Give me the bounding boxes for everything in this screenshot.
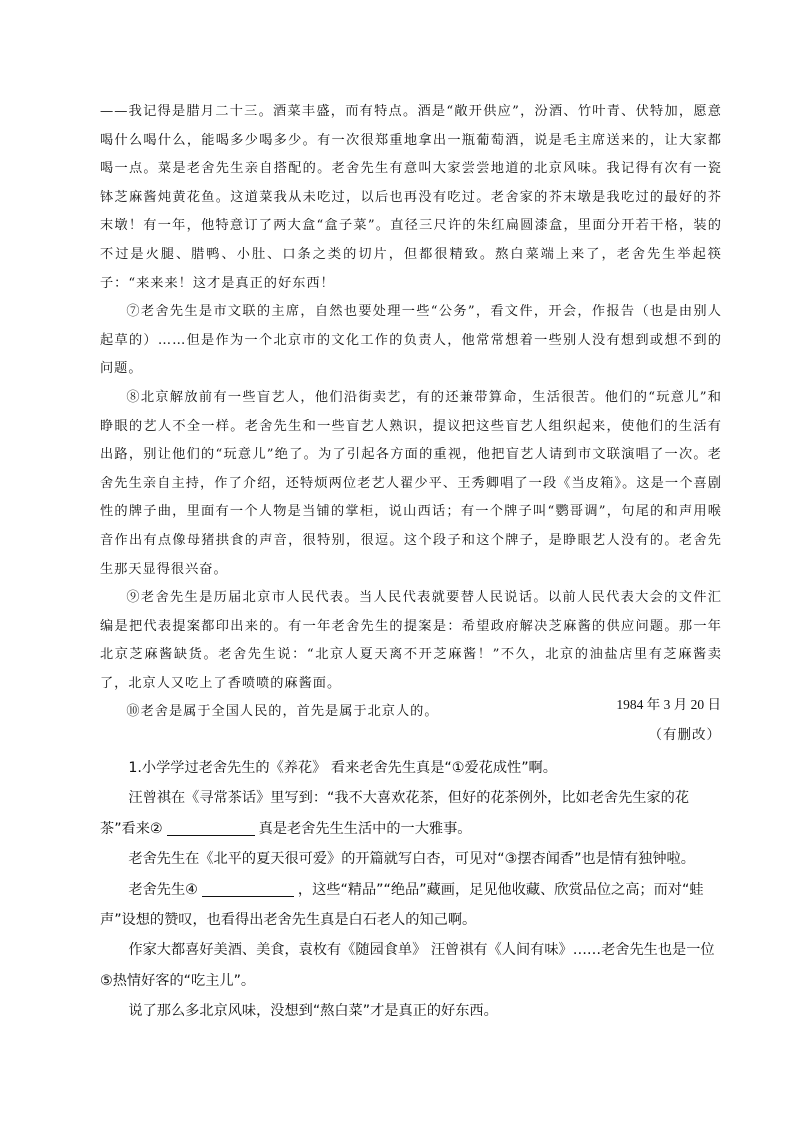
question-4 bbox=[100, 875, 722, 936]
question-2-text-b: 真是老舍先生生活中的一大雅事。 bbox=[258, 820, 472, 837]
question-6: 说了那么多北京风味，没想到“熬白菜”才是真正的好东西。 bbox=[128, 1003, 498, 1020]
revision-note: （有删改） bbox=[648, 727, 721, 742]
question-2-mark: ② bbox=[149, 820, 163, 837]
question-2 bbox=[100, 783, 722, 844]
answer-blank-4[interactable] bbox=[202, 880, 294, 897]
article-date: 1984 年 3 月 20 日 bbox=[616, 697, 721, 712]
question-3: 老舍先生在《北平的夏天很可爱》的开篇就写白杏，可见对“③摆杏闻香”也是情有独钟啦。 bbox=[128, 851, 695, 868]
paragraph-9: ⑨老舍先生是历届北京市人民代表。当人民代表就要替人民说话。以前人民代表大会的文件汇编是把代表提案都印出来的。有一年老舍先生的提案是：希望政府解决芝麻酱的供应问题。那一年北京芝麻酱缺货。老舍先生说：“北京人夏天离不开芝麻酱！”不久，北京的油盐店里有芝麻酱卖了，北京人又吃上了香喷喷的麻酱面。 bbox=[100, 590, 722, 691]
question-4-text-a: 老舍先生④ bbox=[128, 881, 198, 898]
passage bbox=[100, 98, 722, 727]
question-section bbox=[100, 753, 722, 1027]
paragraph-banquet: ——我记得是腊月二十三。酒菜丰盛，而有特点。酒是“敞开供应”，汾酒、竹叶青、伏特加，愿意喝什么喝什么，能喝多少喝多少。有一次很郑重地拿出一瓶葡萄酒，说是毛主席送来的，让大家都喝一点。菜是老舍先生亲自搭配的。老舍先生有意叫大家尝尝地道的北京风味。我记得有次有一瓷钵芝麻酱炖黄花鱼。这道菜我从未吃过，以后也再没有吃过。老舍家的芥末墩是我吃过的最好的芥末墩！有一年，他特意订了两大盒“盒子菜”。直径三尺许的朱红扁圆漆盒，里面分开若干格，装的不过是火腿、腊鸭、小肚、口条之类的切片，但都很精致。熬白菜端上来了，老舍先生举起筷子：“来来来！这才是真正的好东西！ bbox=[100, 104, 722, 291]
paragraph-7: ⑦老舍先生是市文联的主席，自然也要处理一些“公务”，看文件，开会，作报告（也是由别人起草的）……但是作为一个北京市的文化工作的负责人，他常常想着一些别人没有想到或想不到的问题。 bbox=[100, 304, 722, 377]
answer-blank-2[interactable] bbox=[167, 819, 255, 836]
question-2-text-a: 汪曾祺在《寻常茶话》里写到：“我不大喜欢花茶，但好的花茶例外，比如老舍先生家的花茶”看来 bbox=[100, 790, 690, 837]
question-1: 1.小学学过老舍先生的《养花》 看来老舍先生真是“①爱花成性”啊。 bbox=[128, 760, 557, 776]
question-4-text-b: ，这些“精品”“绝品”藏画，足见他收藏、欣赏品位之高；而对“蛙声”设想的赞叹，也看得出老舍先生真是白石老人的知己啊。 bbox=[100, 881, 704, 929]
paragraph-8: ⑧北京解放前有一些盲艺人，他们沿街卖艺，有的还兼带算命，生活很苦。他们的“玩意儿”和睁眼的艺人不全一样。老舍先生和一些盲艺人熟识，提议把这些盲艺人组织起来，使他们的生活有出路，别让他们的“玩意儿”绝了。为了引起各方面的重视，他把盲艺人请到市文联演唱了一次。老舍先生亲自主持，作了介绍，还特烦两位老艺人翟少平、王秀卿唱了一段《当皮箱》。这是一个喜剧性的牌子曲，里面有一个人物是当铺的掌柜，说山西话；有一个牌子叫“鹦哥调”，句尾的和声用喉音作出有点像母猪拱食的声音，很特别，很逗。这个段子和这个牌子，是睁眼艺人没有的。老舍先生那天显得很兴奋。 bbox=[100, 389, 722, 577]
question-5: 作家大都喜好美酒、美食，袁枚有《随园食单》 汪曾祺有《人间有味》……老舍先生也是一位⑤热情好客的“吃主儿”。 bbox=[100, 942, 715, 989]
paragraph-10: ⑩老舍是属于全国人民的，首先是属于北京人的。 bbox=[126, 704, 439, 720]
